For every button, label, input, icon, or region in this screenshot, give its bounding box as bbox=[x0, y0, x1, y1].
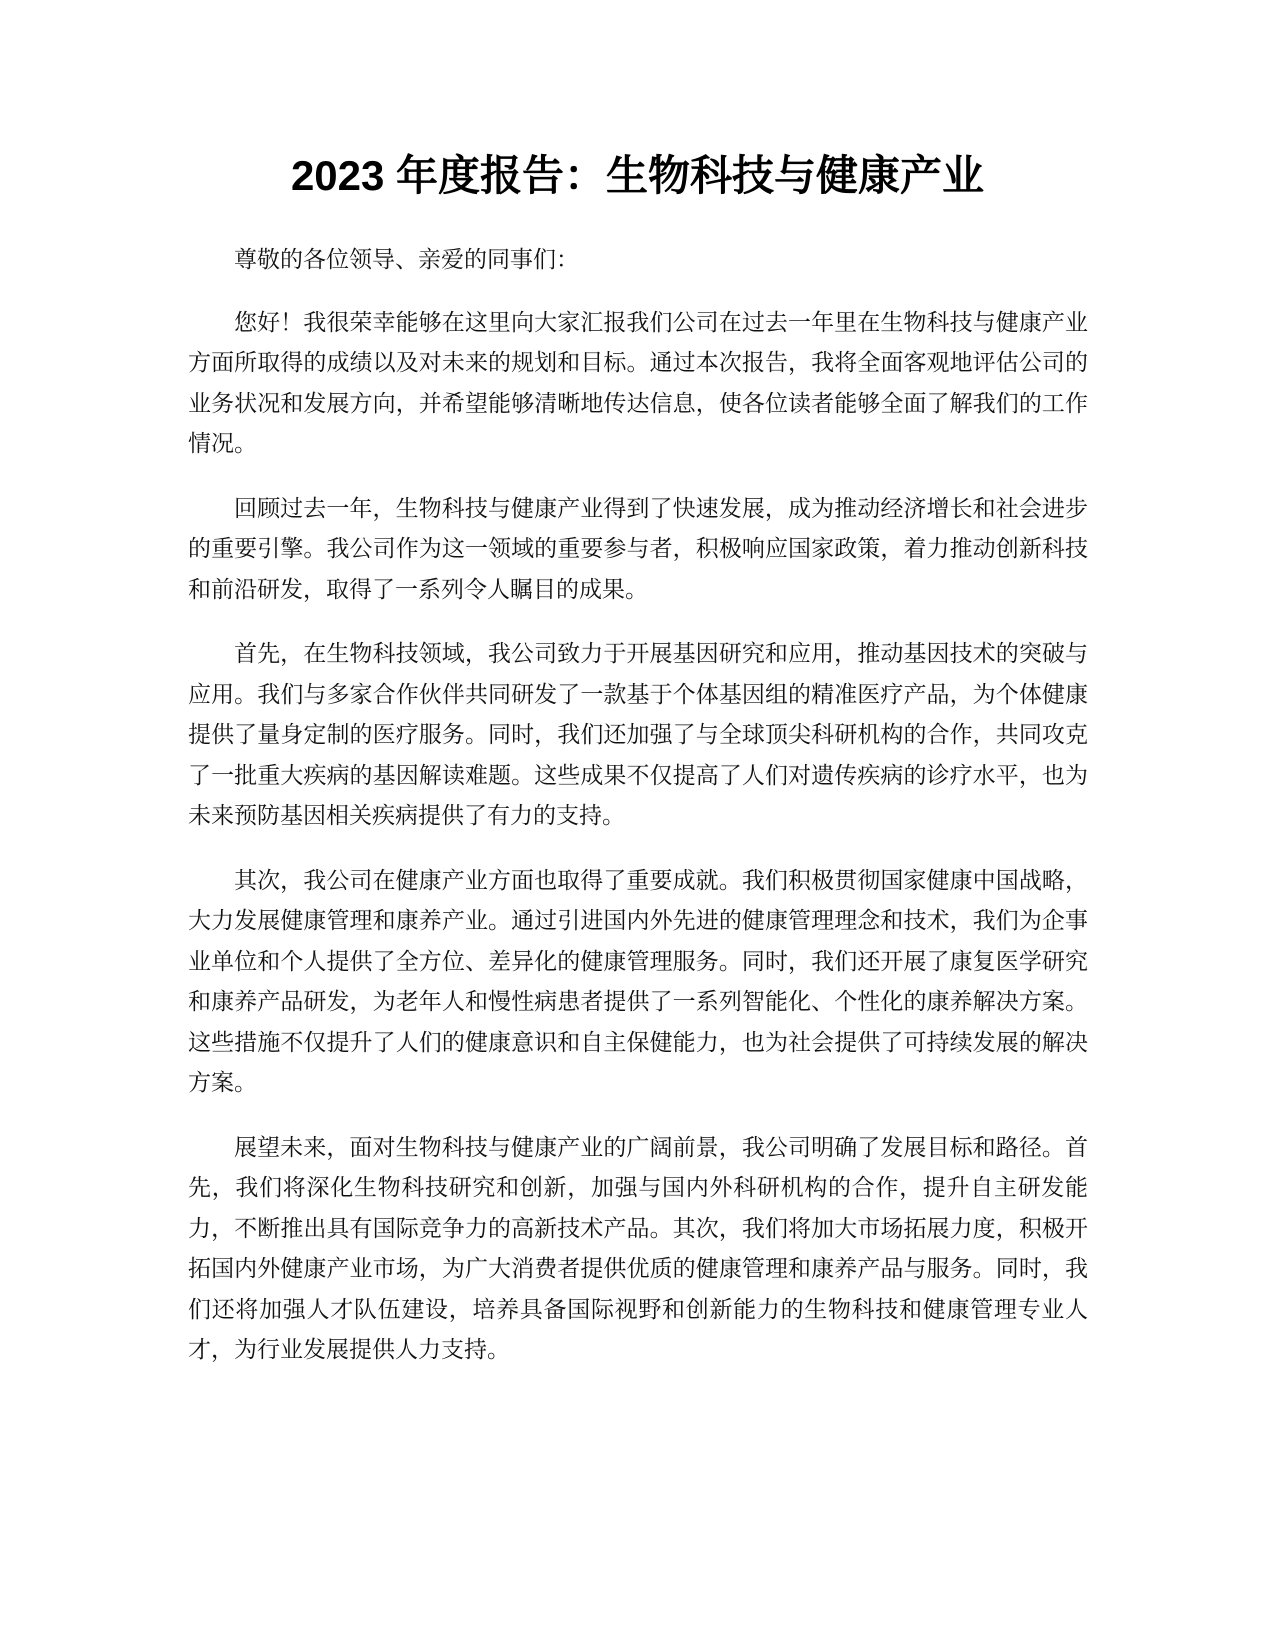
paragraph-outlook: 展望未来，面对生物科技与健康产业的广阔前景，我公司明确了发展目标和路径。首先，我们将深化生物科技研究和创新，加强与国内外科研机构的合作，提升自主研发能力，不断推出具有国际竞争力的高新技术产品。其次，我们将加大市场拓展力度，积极开拓国内外健康产业市场，为广大消费者提供优质的健康管理和康养产品与服务。同时，我们还将加强人才队伍建设，培养具备国际视野和创新能力的生物科技和健康管理专业人才，为行业发展提供人力支持。 bbox=[188, 1134, 1088, 1363]
paragraph-review: 回顾过去一年，生物科技与健康产业得到了快速发展，成为推动经济增长和社会进步的重要引擎。我公司作为这一领域的重要参与者，积极响应国家政策，着力推动创新科技和前沿研发，取得了一系列令人瞩目的成果。 bbox=[188, 495, 1088, 603]
paragraph-greeting: 您好！我很荣幸能够在这里向大家汇报我们公司在过去一年里在生物科技与健康产业方面所取得的成绩以及对未来的规划和目标。通过本次报告，我将全面客观地评估公司的业务状况和发展方向，并希望能够清晰地传达信息，使各位读者能够全面了解我们的工作情况。 bbox=[188, 309, 1088, 457]
salutation: 尊敬的各位领导、亲爱的同事们： bbox=[234, 247, 579, 273]
document-body bbox=[188, 240, 1088, 1395]
paragraph-biotech: 首先，在生物科技领域，我公司致力于开展基因研究和应用，推动基因技术的突破与应用。我们与多家合作伙伴共同研发了一款基于个体基因组的精准医疗产品，为个体健康提供了量身定制的医疗服务。同时，我们还加强了与全球顶尖科研机构的合作，共同攻克了一批重大疾病的基因解读难题。这些成果不仅提高了人们对遗传疾病的诊疗水平，也为未来预防基因相关疾病提供了有力的支持。 bbox=[188, 641, 1088, 829]
paragraph-health-industry: 其次，我公司在健康产业方面也取得了重要成就。我们积极贯彻国家健康中国战略，大力发展健康管理和康养产业。通过引进国内外先进的健康管理理念和技术，我们为企事业单位和个人提供了全方位、差异化的健康管理服务。同时，我们还开展了康复医学研究和康养产品研发，为老年人和慢性病患者提供了一系列智能化、个性化的康养解决方案。这些措施不仅提升了人们的健康意识和自主保健能力，也为社会提供了可持续发展的解决方案。 bbox=[188, 867, 1088, 1096]
document-title: 2023 年度报告：生物科技与健康产业 bbox=[290, 152, 985, 199]
